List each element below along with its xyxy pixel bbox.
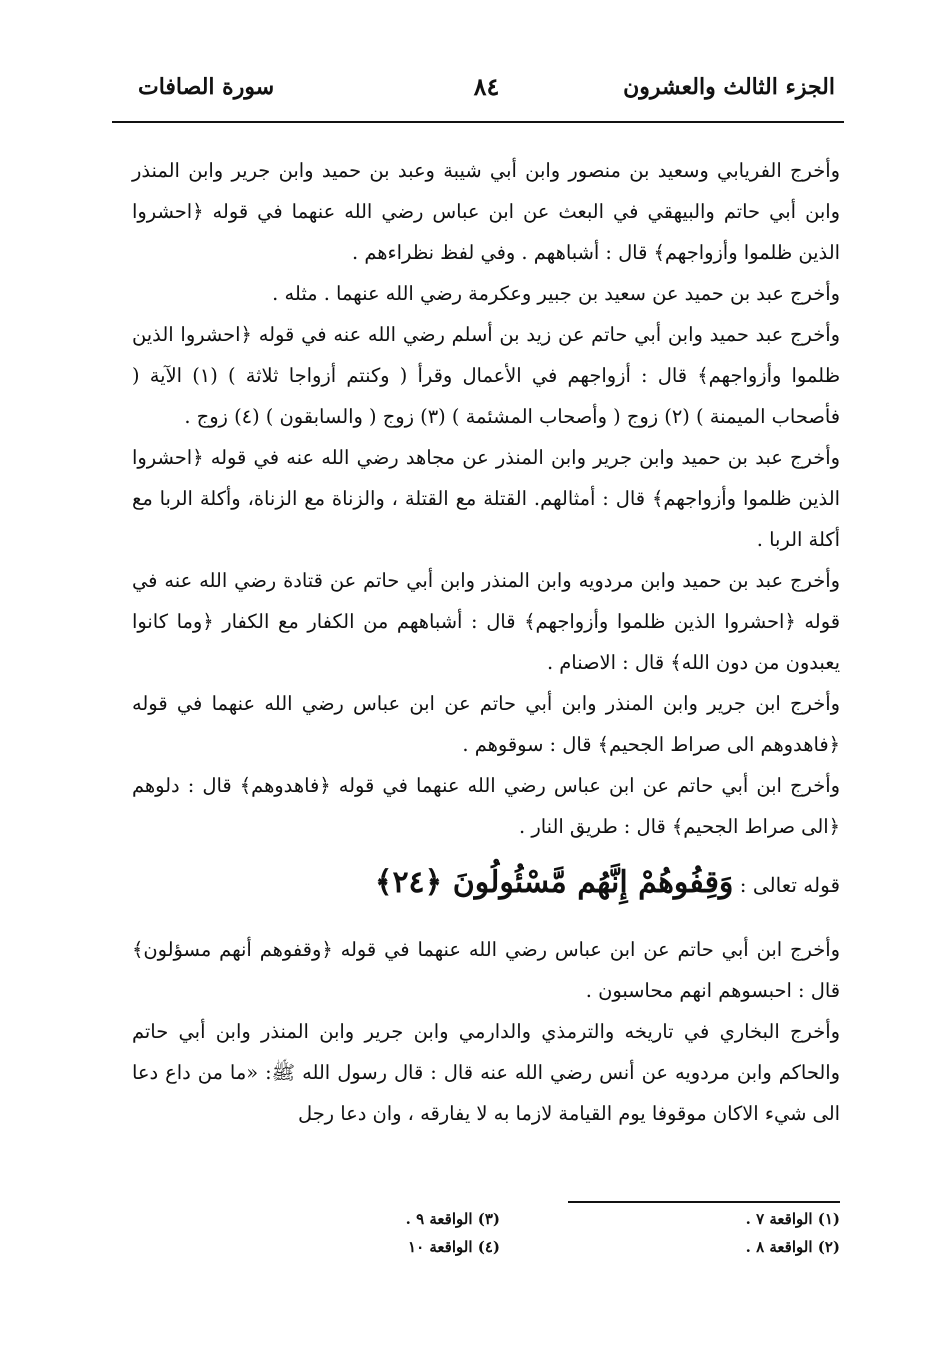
footnote-2: (٢) الواقعة ٨ . xyxy=(745,1238,840,1256)
footnote-divider xyxy=(568,1201,840,1203)
paragraph-6: وأخرج ابن جرير وابن المنذر وابن أبي حاتم عن ابن عباس رضي الله عنهما في قوله ﴿فاهدوهم الى صراط الجحيم﴾ قال : سوقوهم . xyxy=(132,692,840,756)
paragraph-1: وأخرج الفريابي وسعيد بن منصور وابن أبي شيبة وعبد بن حميد وابن جرير وابن المنذر وابن أبي حاتم والبيهقي في البعث عن ابن عباس رضي الله عنهما في قوله ﴿احشروا الذين ظلموا وأزواجهم﴾ قال : أشباههم . وفي لفظ نظراءهم . xyxy=(132,159,840,264)
surah-title: سورة الصافات xyxy=(138,74,275,100)
paragraph-8: وأخرج ابن أبي حاتم عن ابن عباس رضي الله عنهما في قوله ﴿وقفوهم أنهم مسؤلون﴾ قال : احبسوهم انهم محاسبون . xyxy=(132,938,840,1002)
paragraph-3: وأخرج عبد حميد وابن أبي حاتم عن زيد بن أسلم رضي الله عنه في قوله ﴿احشروا الذين ظلموا وأزواجهم﴾ قال : أزواجهم في الأعمال وقرأ ( وكنتم أزواجا ثلاثة ) (١) الآية ( فأصحاب الميمنة ) (٢) زوج ( وأصحاب المشئمة ) (٣) زوج ( والسابقون ) (٤) زوج . xyxy=(132,323,840,428)
footnote-1: (١) الواقعة ٧ . xyxy=(745,1210,840,1228)
paragraph-9: وأخرج البخاري في تاريخه والترمذي والدارمي وابن جرير وابن المنذر وابن أبي حاتم والحاكم وابن مردويه عن أنس رضي الله عنه قال : قال رسول الله ﷺ: «ما من داع دعا الى شيء الاكان موقوفا يوم القيامة لازما به لا يفارقه ، وان دعا رجل xyxy=(132,1020,840,1125)
header-divider xyxy=(112,121,844,123)
paragraph-5: وأخرج عبد بن حميد وابن مردويه وابن المنذر وابن أبي حاتم عن قتادة رضي الله عنه في قوله ﴿احشروا الذين ظلموا وأزواجهم﴾ قال : أشباههم من الكفار مع الكفار ﴿وما كانوا يعبدون من دون الله﴾ قال : الاصنام . xyxy=(132,569,840,674)
quran-verse: وَقِفُوهُمْ إِنَّهُم مَّسْئُولُونَ ﴿٢٤﴾ xyxy=(374,865,734,900)
page-header xyxy=(138,66,835,110)
paragraph-2: وأخرج عبد بن حميد عن سعيد بن جبير وعكرمة رضي الله عنهما . مثله . xyxy=(272,282,840,305)
paragraph-4: وأخرج عبد بن حميد وابن جرير وابن المنذر عن مجاهد رضي الله عنه في قوله ﴿احشروا الذين ظلموا وأزواجهم﴾ قال : أمثالهم. القتلة مع القتلة ، والزناة مع الزناة، وأكلة الربا مع أكلة الربا . xyxy=(132,446,840,551)
verse-heading xyxy=(132,855,840,913)
footnote-4: (٤) الواقعة ١٠ xyxy=(408,1238,500,1256)
part-title: الجزء الثالث والعشرون xyxy=(623,74,835,100)
paragraph-7: وأخرج ابن أبي حاتم عن ابن عباس رضي الله عنهما في قوله ﴿فاهدوهم﴾ قال : دلوهم ﴿الى صراط الجحيم﴾ قال : طريق النار . xyxy=(132,774,840,838)
verse-intro: قوله تعالى : xyxy=(739,873,840,897)
main-text xyxy=(132,150,840,1134)
footnotes xyxy=(140,1210,840,1270)
page-number: ٨٤ xyxy=(473,72,500,101)
footnote-3: (٣) الواقعة ٩ . xyxy=(405,1210,500,1228)
